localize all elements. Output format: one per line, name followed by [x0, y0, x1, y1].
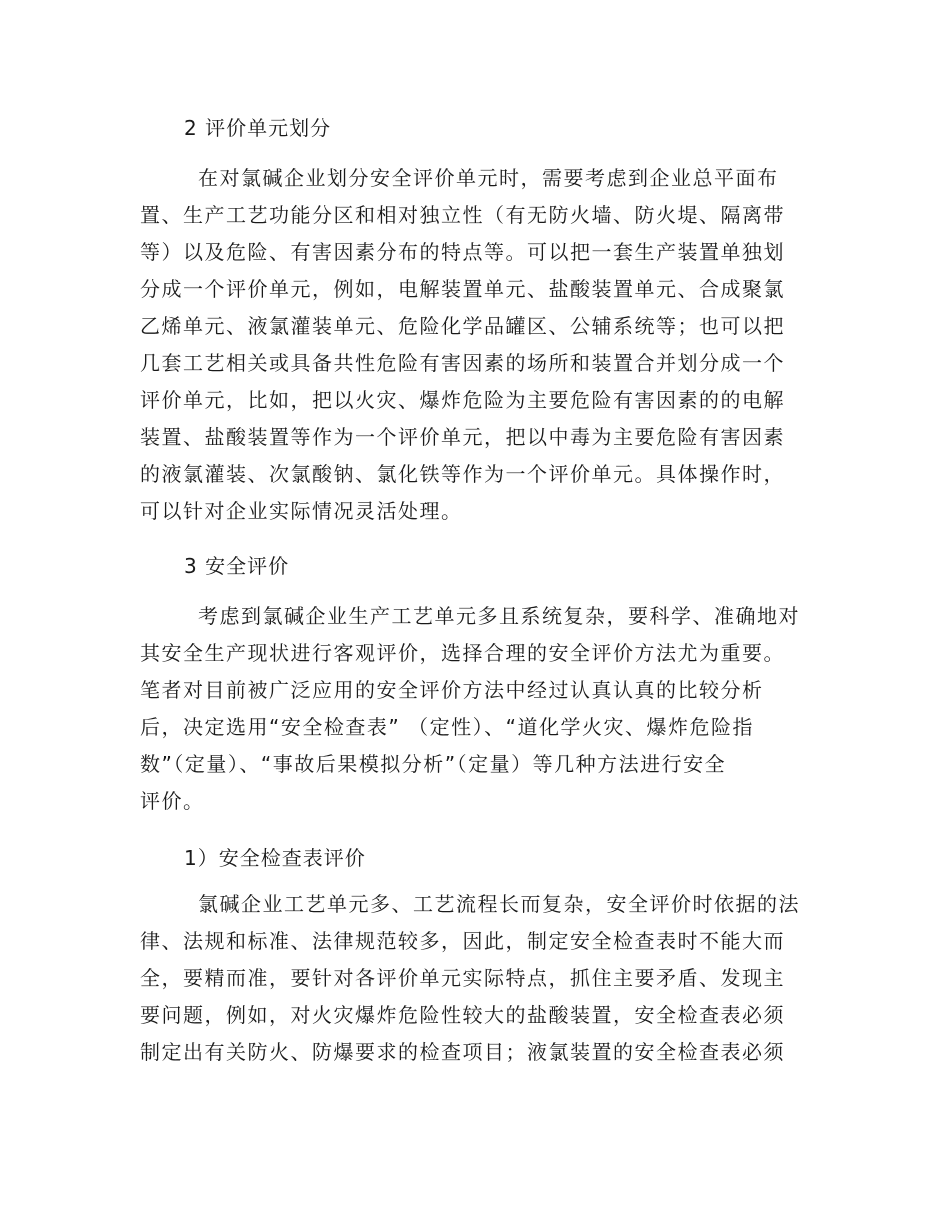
paragraph-line: 制定出有关防火、防爆要求的检查项目；液氯装置的安全检查表必须	[140, 1040, 785, 1064]
paragraph-line: 在对氯碱企业划分安全评价单元时，需要考虑到企业总平面布	[198, 166, 779, 190]
paragraph-line: 要问题，例如，对火灾爆炸危险性较大的盐酸装置，安全检查表必须	[140, 1003, 785, 1027]
paragraph-line: 律、法规和标准、法律规范较多，因此，制定安全检查表时不能大而	[140, 929, 785, 953]
paragraph-line: 评价。	[140, 789, 205, 813]
paragraph-line: 评价单元，比如，把以火灾、爆炸危险为主要危险有害因素的的电解	[140, 388, 785, 412]
subsection-heading-1: 1）安全检查表评价	[184, 846, 366, 870]
paragraph-unit-division	[140, 160, 810, 530]
paragraph-line: 笔者对目前被广泛应用的安全评价方法中经过认真认真的比较分析	[140, 678, 764, 702]
paragraph-line: 的液氯灌装、次氯酸钠、氯化铁等作为一个评价单元。具体操作时，	[140, 462, 785, 486]
paragraph-line: 考虑到氯碱企业生产工艺单元多且系统复杂，要科学、准确地对	[198, 604, 800, 628]
paragraph-line: 分成一个评价单元，例如，电解装置单元、盐酸装置单元、合成聚氯	[140, 277, 785, 301]
paragraph-line: 全，要精而准，要针对各评价单元实际特点，抓住主要矛盾、发现主	[140, 966, 785, 990]
paragraph-line: 几套工艺相关或具备共性危险有害因素的场所和装置合并划分成一个	[140, 351, 785, 375]
section-heading-2: 2 评价单元划分	[184, 116, 332, 140]
section-heading-3: 3 安全评价	[184, 554, 290, 578]
paragraph-safety-evaluation	[140, 598, 810, 820]
paragraph-line: 置、生产工艺功能分区和相对独立性（有无防火墙、防火堤、隔离带	[140, 203, 785, 227]
paragraph-line: 后，决定选用“安全检查表” （定性）、“道化学火灾、爆炸危险指	[140, 715, 754, 739]
paragraph-line: 数”（定量）、“事故后果模拟分析”（定量）等几种方法进行安全	[140, 752, 727, 776]
paragraph-line: 等）以及危险、有害因素分布的特点等。可以把一套生产装置单独划	[140, 240, 785, 264]
paragraph-line: 其安全生产现状进行客观评价，选择合理的安全评价方法尤为重要。	[140, 641, 785, 665]
paragraph-line: 氯碱企业工艺单元多、工艺流程长而复杂，安全评价时依据的法	[198, 892, 800, 916]
paragraph-line: 乙烯单元、液氯灌装单元、危险化学品罐区、公辅系统等；也可以把	[140, 314, 785, 338]
paragraph-line: 可以针对企业实际情况灵活处理。	[140, 499, 463, 523]
paragraph-checklist-evaluation	[140, 886, 810, 1071]
paragraph-line: 装置、盐酸装置等作为一个评价单元，把以中毒为主要危险有害因素	[140, 425, 785, 449]
